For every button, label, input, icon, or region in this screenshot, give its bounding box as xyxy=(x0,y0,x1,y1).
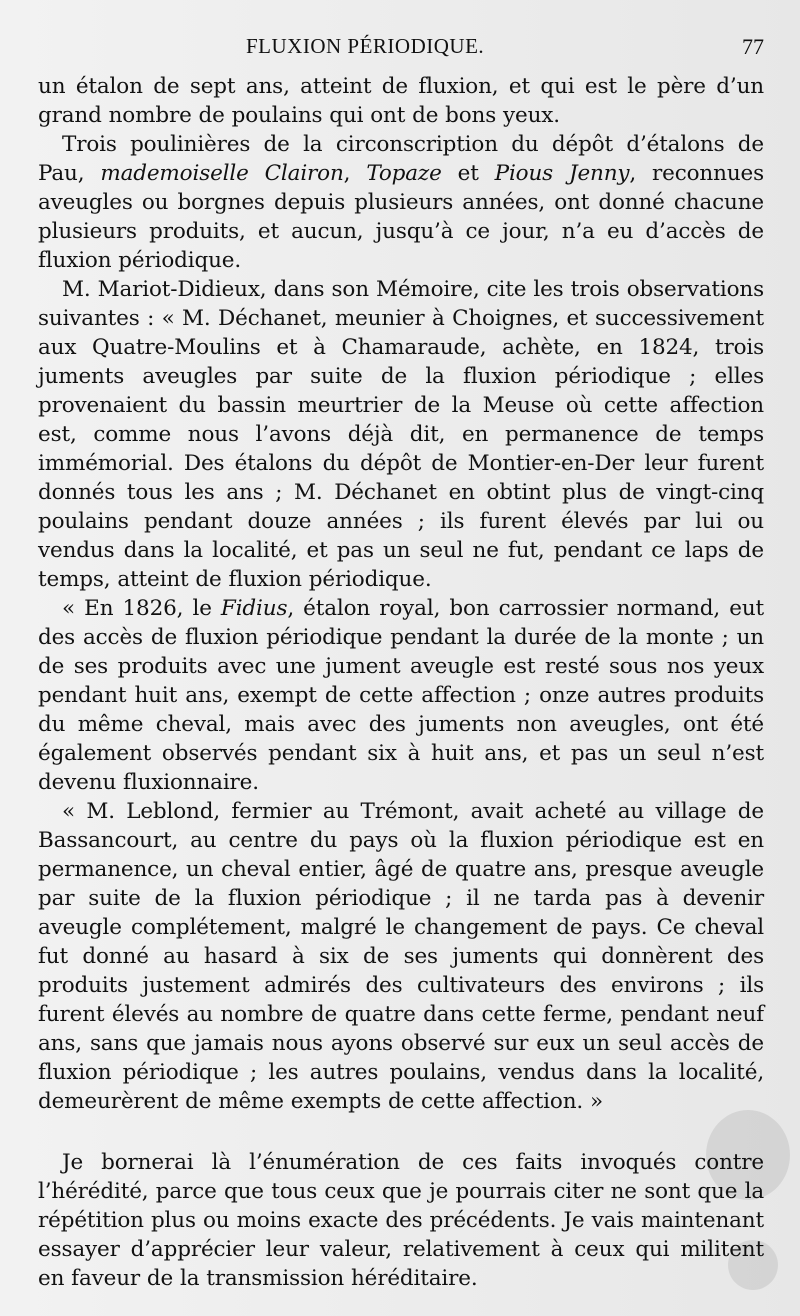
paragraph xyxy=(38,594,764,797)
text-segment: M. Mariot-Didieux, dans son Mémoire, cite les trois observations suivantes : « M. Déchanet, meunier à Choignes, et successivement aux Quatre-Moulins et à Chamaraude, achète, en 1824, trois juments aveugles par suite de la fluxion périodique ; elles provenaient du bassin meurtrier de la Meuse où cette affection est, comme nous l’avons déjà dit, en permanence de temps immémorial. Des étalons du dépôt de Montier-en-Der leur furent donnés tous les ans ; M. Déchanet en obtint plus de vingt-cinq poulains pendant douze années ; ils furent élevés par lui ou vendus dans la localité, et pas un seul ne fut, pendant ce laps de temps, atteint de fluxion périodique. xyxy=(38,277,764,592)
text-segment: , reconnues aveugles ou borgnes depuis plusieurs années, ont donné chacune plusieurs produits, et aucun, jusqu’à ce jour, n’a eu d’accès de fluxion périodique. xyxy=(38,161,764,273)
body-text xyxy=(38,72,764,1293)
page-number: 77 xyxy=(742,34,764,59)
italic-text: Topaze xyxy=(366,161,442,186)
text-segment: « M. Leblond, fermier au Trémont, avait acheté au village de Bassancourt, au centre du pays où la fluxion périodique est en permanence, un cheval entier, âgé de quatre ans, presque aveugle par suite de la fluxion périodique ; il ne tarda pas à devenir aveugle complétement, malgré le changement de pays. Ce cheval fut donné au hasard à six de ses juments qui donnèrent des produits justement admirés des cultivateurs des environs ; ils furent élevés au nombre de quatre dans cette ferme, pendant neuf ans, sans que jamais nous ayons observé sur eux un seul accès de fluxion périodique ; les autres poulains, vendus dans la localité, demeurèrent de même exempts de cette affection. » xyxy=(38,799,764,1114)
text-segment: , xyxy=(343,161,367,186)
italic-text: Pious Jenny xyxy=(494,161,630,186)
paragraph xyxy=(38,275,764,594)
italic-text: Fidius xyxy=(220,596,288,621)
paragraph xyxy=(38,72,764,130)
section-gap xyxy=(38,1116,764,1148)
text-segment: un étalon de sept ans, atteint de fluxion, et qui est le père d’un grand nombre de poulains qui ont de bons yeux. xyxy=(38,74,764,128)
paragraph xyxy=(38,797,764,1116)
text-segment: et xyxy=(441,161,495,186)
text-segment: Trois poulinières de la circonscription du dépôt d’étalons de Pau, xyxy=(38,132,764,186)
italic-text: mademoiselle Clairon xyxy=(100,161,344,186)
running-title: FLUXION PÉRIODIQUE. xyxy=(246,34,485,58)
paragraph xyxy=(38,1148,764,1293)
text-segment: , étalon royal, bon carrossier normand, eut des accès de fluxion périodique pendant la durée de la monte ; un de ses produits avec une jument aveugle est resté sous nos yeux pendant huit ans, exempt de cette affection ; onze autres produits du même cheval, mais avec des juments non aveugles, ont été également observés pendant six à huit ans, et pas un seul n’est devenu fluxionnaire. xyxy=(38,596,765,795)
text-segment: Je bornerai là l’énumération de ces faits invoqués contre l’hérédité, parce que tous ceux que je pourrais citer ne sont que la répétition plus ou moins exacte des précédents. Je vais maintenant essayer d’apprécier leur valeur, relativement à ceux qui militent en faveur de la transmission héréditaire. xyxy=(38,1150,764,1291)
page-header xyxy=(38,28,764,72)
paragraph xyxy=(38,130,764,275)
text-segment: « En 1826, le xyxy=(62,596,221,621)
